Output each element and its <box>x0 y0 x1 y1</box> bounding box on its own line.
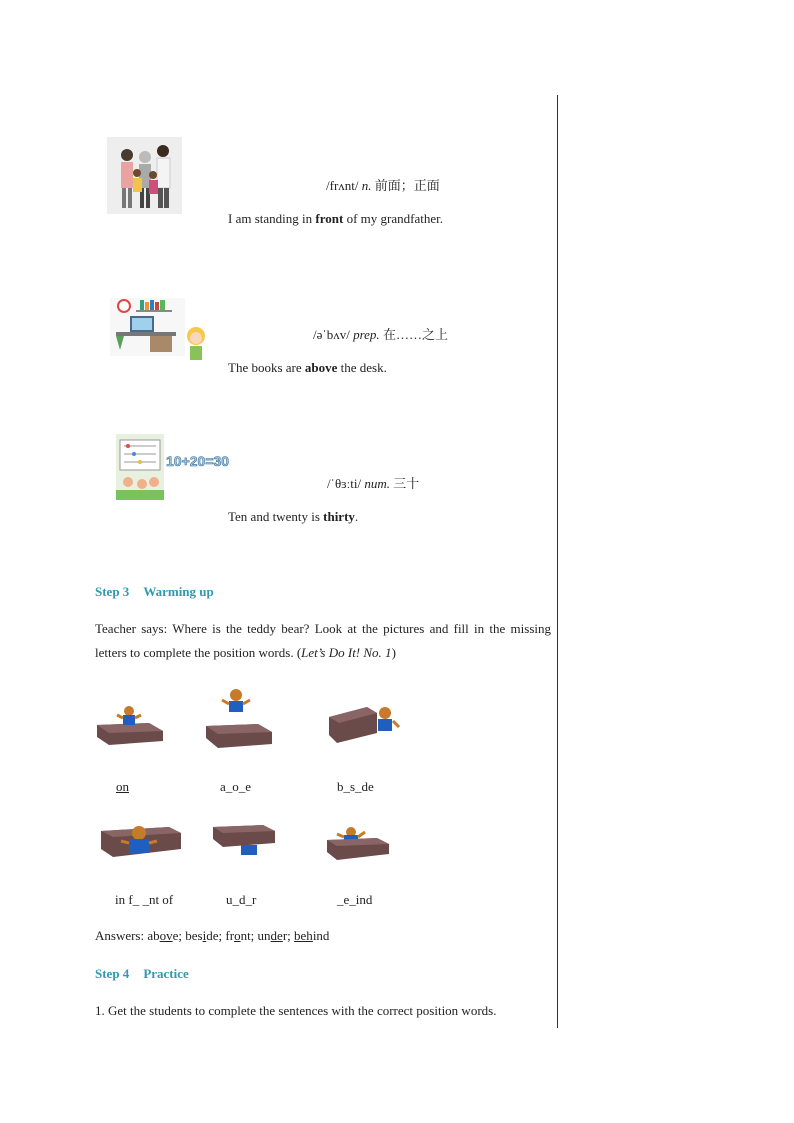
label-under-blank: u_d_r <box>226 892 257 907</box>
label-beside-blank: b_s_de <box>337 779 374 794</box>
step4-heading: Step 4 Practice <box>95 966 189 981</box>
bear-under-box-image <box>211 823 277 859</box>
sentence-above: The books are above the desk. <box>228 360 387 375</box>
warming-up-instructions: Teacher says: Where is the teddy bear? Look at the pictures and fill in the missing letters to complete the position words. (Let’s Do It! No. 1) <box>95 621 551 660</box>
label-above-blank: a_o_e <box>220 779 252 794</box>
sentence-front: I am standing in front of my grandfather. <box>228 211 443 226</box>
page-divider-line <box>557 95 558 1028</box>
practice-item-1: 1. Get the students to complete the sentences with the correct position words. <box>95 1003 497 1018</box>
bear-in-front-box-image <box>99 823 183 861</box>
phonetic-front: /frʌnt/ n. 前面；正面 <box>326 178 440 193</box>
sentence-thirty: Ten and twenty is thirty. <box>228 509 359 524</box>
bear-behind-box-image <box>325 826 391 862</box>
bear-on-box-image <box>95 703 165 749</box>
desk-books-image <box>110 298 210 370</box>
step3-heading: Step 3 Warming up <box>95 584 214 599</box>
counting-image <box>116 434 210 504</box>
phonetic-thirty: /ˈθɜːti/ num. 三十 <box>327 476 420 491</box>
label-on: on <box>116 779 129 794</box>
label-in-front-blank: in f_ _nt of <box>115 892 174 907</box>
bear-beside-box-image <box>327 703 401 745</box>
label-behind-blank: _e_ind <box>337 892 373 907</box>
answers-line: Answers: above; beside; front; under; behind <box>95 928 330 943</box>
bear-above-box-image <box>204 688 274 750</box>
phonetic-above: /əˈbʌv/ prep. 在……之上 <box>313 327 448 342</box>
sum-image-text: 10+20=30 <box>166 453 230 469</box>
family-image <box>107 137 182 214</box>
